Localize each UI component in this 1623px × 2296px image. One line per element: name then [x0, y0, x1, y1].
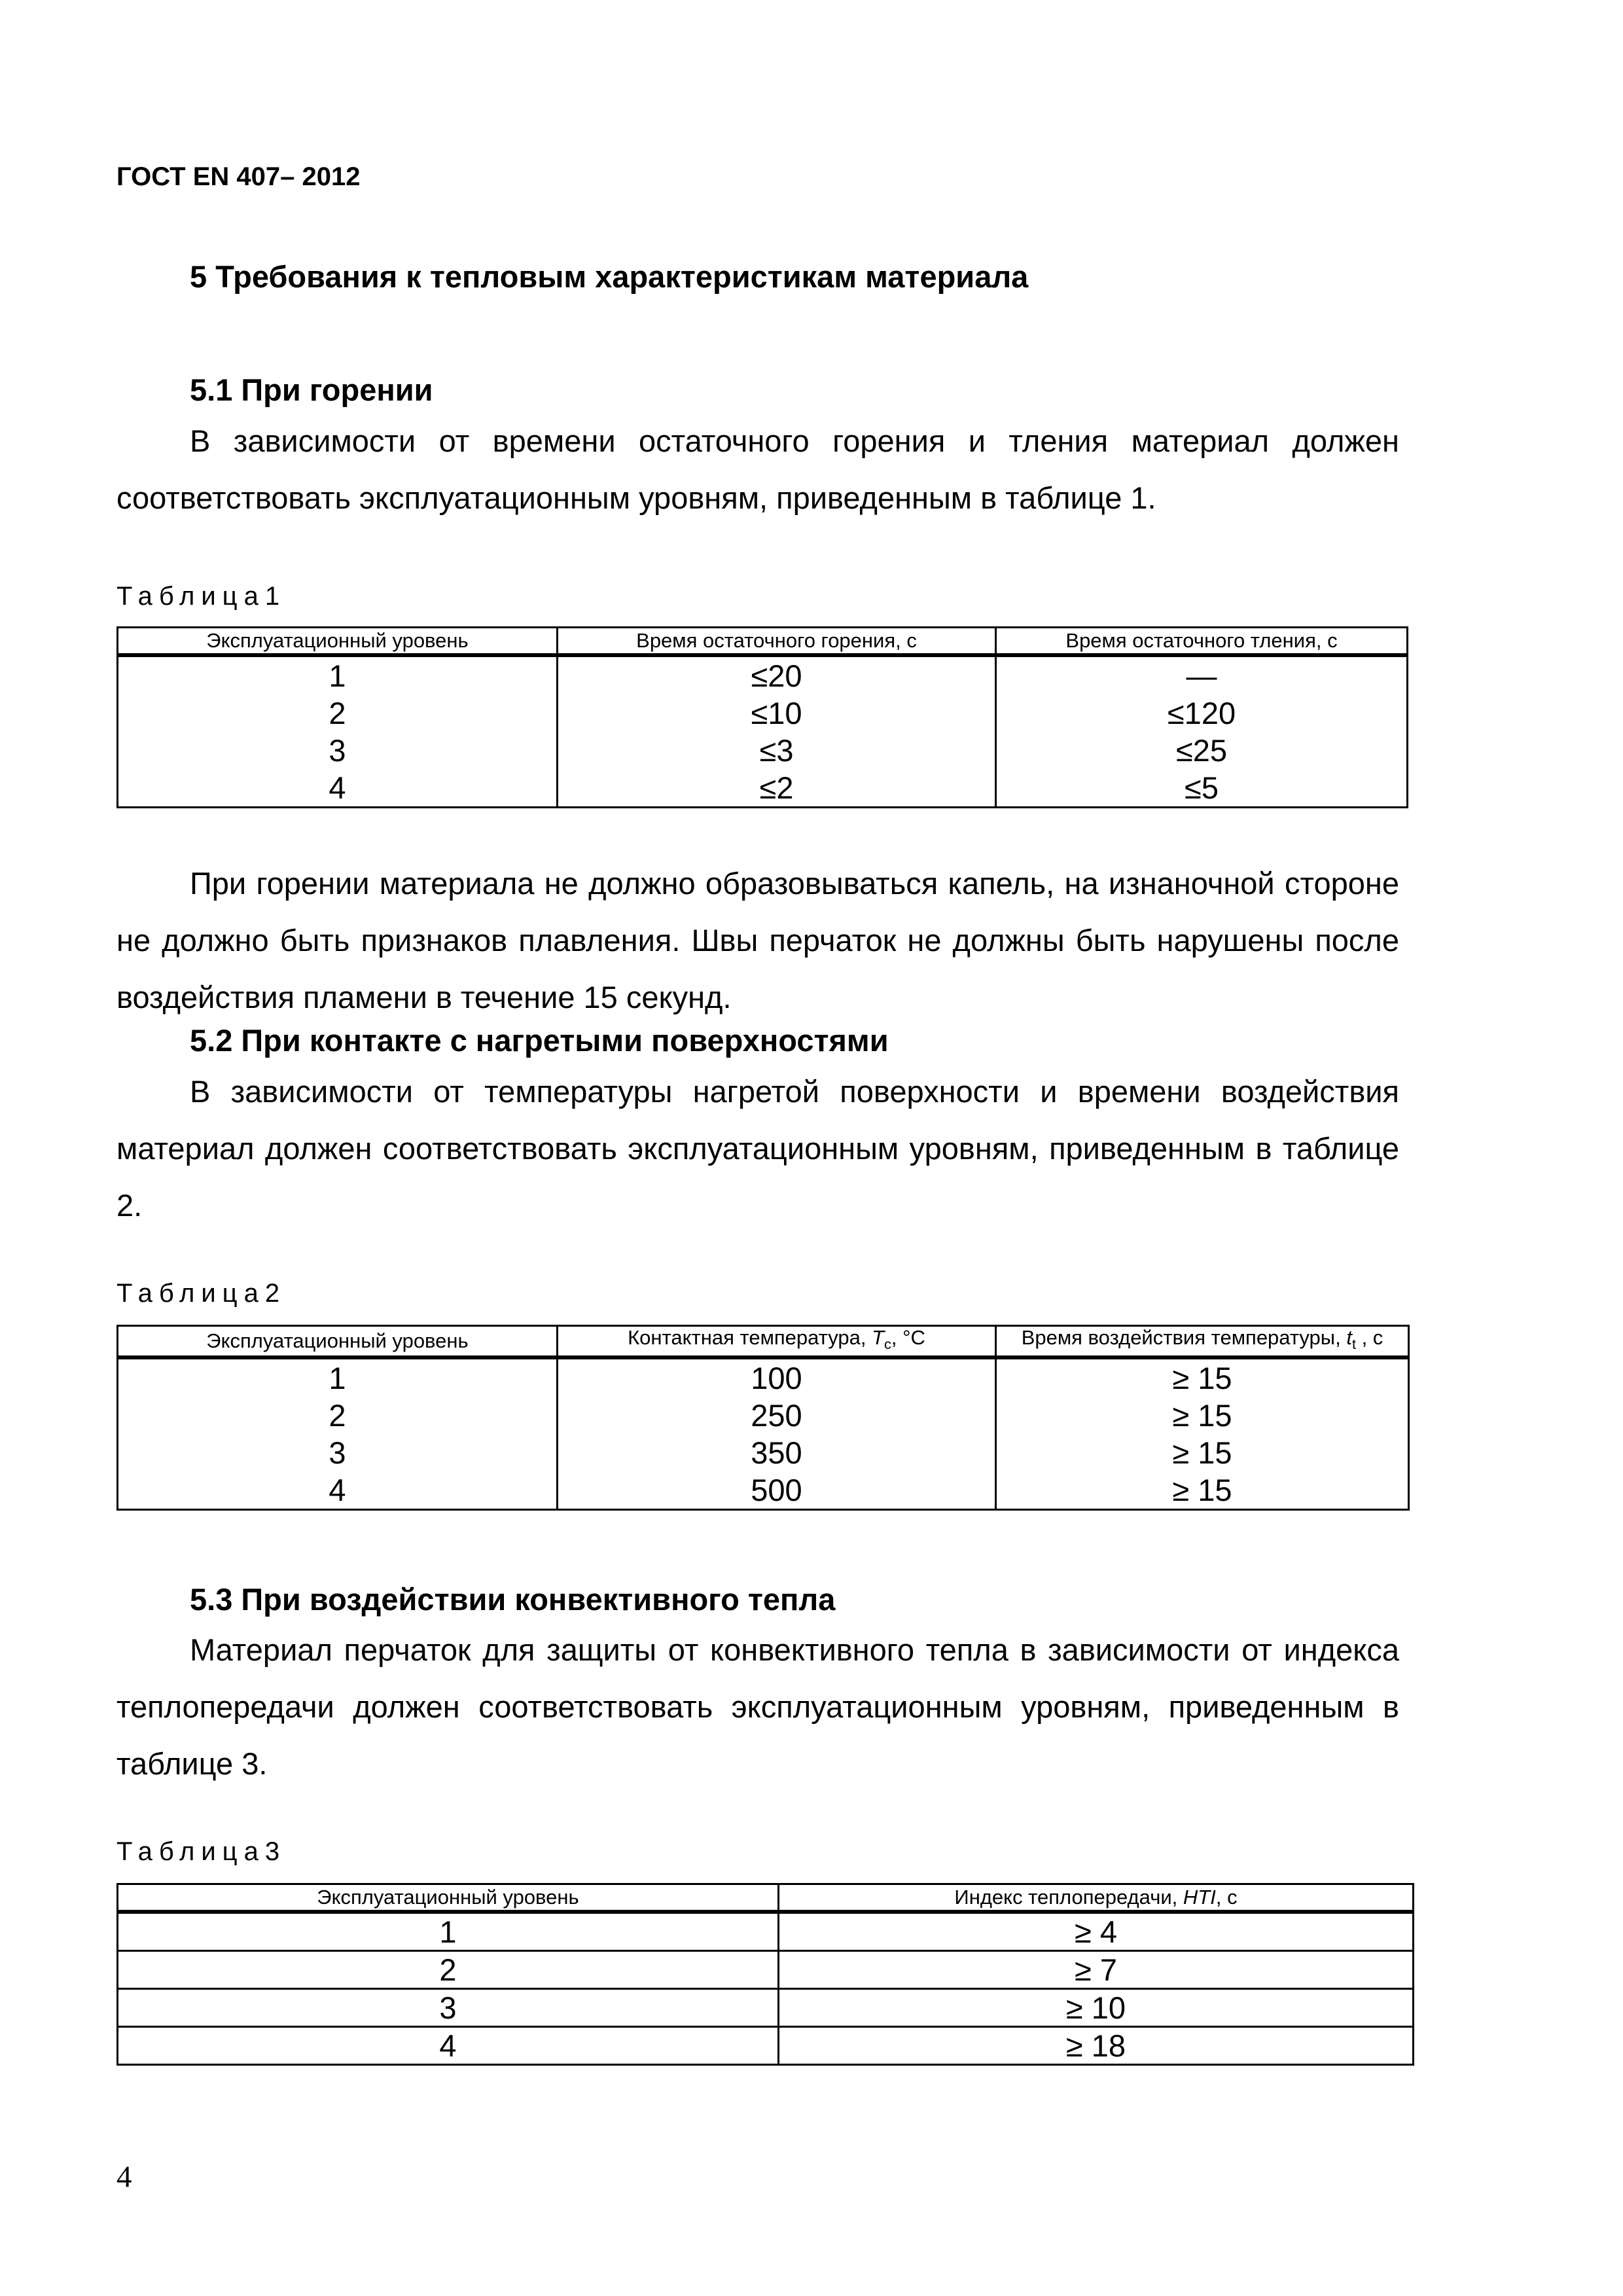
table-row: [118, 1951, 1414, 1989]
table-row: [118, 694, 1408, 732]
table-cell: 250: [558, 1397, 996, 1434]
table-row: [118, 1989, 1414, 2027]
table-1-header-burning-time: Время остаточного горения, с: [558, 628, 996, 656]
table-3: [116, 1883, 1414, 2066]
table-1-header-row: [118, 628, 1408, 656]
table-2-header-contact-temperature: Контактная температура, $T_c$, °С: [558, 1326, 996, 1358]
table-3-header-row: [118, 1884, 1414, 1912]
table-3-header-level: Эксплуатационный уровень: [118, 1884, 779, 1912]
table-cell: ≥ 4: [779, 1912, 1414, 1951]
table-2-header-level: Эксплуатационный уровень: [118, 1326, 558, 1358]
table-2: [116, 1325, 1410, 1511]
table-cell: 500: [558, 1471, 996, 1510]
table-cell: ≤2: [558, 769, 996, 808]
table-row: [118, 1471, 1409, 1510]
table-1-caption: Таблица1: [116, 582, 287, 611]
table-cell: ≤25: [996, 732, 1408, 769]
table-1: [116, 626, 1408, 808]
table-2-caption: Таблица2: [116, 1279, 287, 1308]
table-cell: 100: [558, 1357, 996, 1397]
section-5-3-title: 5.3 При воздействии конвективного тепла: [190, 1582, 836, 1617]
document-id-header: ГОСТ EN 407– 2012: [116, 162, 361, 191]
table-cell: ≤3: [558, 732, 996, 769]
section-5-1-requirements: При горении материала не должно образовываться капель, на изнаночной стороне не должно быть признаков плавления. Швы перчаток не должны быть нарушены после воздействия пламени в течение 15 секунд.: [116, 866, 1399, 1014]
table-cell: ≤5: [996, 769, 1408, 808]
table-cell: ≤10: [558, 694, 996, 732]
table-cell: ≥ 15: [996, 1357, 1409, 1397]
table-row: [118, 769, 1408, 808]
table-cell: 2: [118, 1951, 779, 1989]
table-cell: ≥ 10: [779, 1989, 1414, 2027]
table-cell: ≥ 15: [996, 1471, 1409, 1510]
table-cell: ≥ 15: [996, 1434, 1409, 1471]
table-cell: 4: [118, 1471, 558, 1510]
table-cell: ≤120: [996, 694, 1408, 732]
table-cell: 3: [118, 732, 558, 769]
table-row: [118, 1397, 1409, 1434]
section-5-2-title: 5.2 При контакте с нагретыми поверхностями: [190, 1023, 889, 1058]
table-cell: 2: [118, 694, 558, 732]
table-row: [118, 1357, 1409, 1397]
section-5-1-title: 5.1 При горении: [190, 372, 433, 407]
table-cell: 4: [118, 2027, 779, 2065]
table-cell: ≥ 18: [779, 2027, 1414, 2065]
table-1-header-level: Эксплуатационный уровень: [118, 628, 558, 656]
section-5-1-intro: В зависимости от времени остаточного горения и тления материал должен соответствовать эксплуатационным уровням, приведенным в таблице 1.: [116, 423, 1399, 515]
table-cell: 3: [118, 1434, 558, 1471]
table-cell: 4: [118, 769, 558, 808]
table-3-caption: Таблица3: [116, 1837, 287, 1866]
table-cell: 1: [118, 655, 558, 694]
section-5-title: 5 Требования к тепловым характеристикам материала: [190, 259, 1029, 294]
table-row: [118, 732, 1408, 769]
table-cell: 1: [118, 1912, 779, 1951]
table-cell: ≤20: [558, 655, 996, 694]
table-row: [118, 1434, 1409, 1471]
table-cell: 1: [118, 1357, 558, 1397]
table-row: [118, 1912, 1414, 1951]
table-cell: 350: [558, 1434, 996, 1471]
table-cell: —: [996, 655, 1408, 694]
page-number: 4: [116, 2160, 132, 2194]
section-5-2-intro: В зависимости от температуры нагретой поверхности и времени воздействия материал должен соответствовать эксплуатационным уровням, приведенным в таблице 2.: [116, 1074, 1399, 1223]
table-row: [118, 2027, 1414, 2065]
table-cell: ≥ 15: [996, 1397, 1409, 1434]
table-2-header-exposure-time: Время воздействия температуры, $t_t$ , с: [996, 1326, 1409, 1358]
table-2-header-row: [118, 1326, 1409, 1358]
table-cell: 3: [118, 1989, 779, 2027]
section-5-3-intro: Материал перчаток для защиты от конвективного тепла в зависимости от индекса теплопередачи должен соответствовать эксплуатационным уровням, приведенным в таблице 3.: [116, 1632, 1399, 1781]
table-row: [118, 655, 1408, 694]
table-1-header-smoulder-time: Время остаточного тления, с: [996, 628, 1408, 656]
table-3-header-heat-transfer-index: Индекс теплопередачи, HTI, с: [779, 1884, 1414, 1912]
table-cell: ≥ 7: [779, 1951, 1414, 1989]
table-cell: 2: [118, 1397, 558, 1434]
